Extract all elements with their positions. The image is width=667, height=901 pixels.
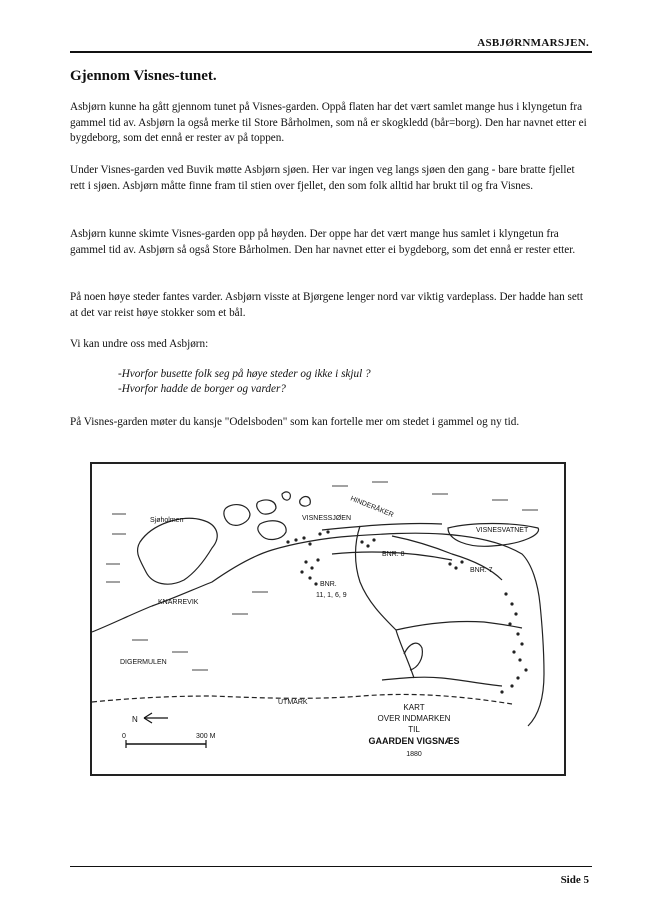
header-rule xyxy=(70,51,592,53)
map-north-label: N xyxy=(132,715,138,724)
north-arrow-icon xyxy=(132,713,168,724)
scale-label-end: 300 M xyxy=(196,733,216,740)
map-figure xyxy=(90,462,566,776)
map-label-utmark: UTMARK xyxy=(278,699,308,706)
map-label-bnr-main: BNR. xyxy=(320,581,337,588)
paragraph-4: På noen høye steder fantes varder. Asbjørn visste at Bjørgene lenger nord var viktig vardeplass. Der hadde han sett at det var reist høye stokker som et bål. xyxy=(70,291,584,319)
map-label-visnessjoen: VISNESSJØEN xyxy=(302,515,352,522)
scale-label-zero: 0 xyxy=(122,733,126,740)
map-caption-year: 1880 xyxy=(406,751,422,758)
paragraph-3: Asbjørn kunne skimte Visnes-garden opp på høyden. Der oppe har det vært mange hus samlet i klyngetun fra gammel tid av. Asbjørn så også Store Bårholmen. Den har navnet etter ei bygdeborg, som det ennå er rester etter. xyxy=(70,228,576,256)
section-title: Gjennom Visnes-tunet. xyxy=(70,68,217,84)
map-label-bnr-main-numbers: 11, 1, 6, 9 xyxy=(316,592,347,599)
map-caption-line3: TIL xyxy=(408,725,420,734)
paragraph-6: På Visnes-garden møter du kansje "Odelsboden" som kan fortelle mer om stedet i gammel og ny tid. xyxy=(70,416,520,428)
map-label-visnesvatnet: VISNESVATNET xyxy=(476,527,529,534)
footer-rule xyxy=(70,866,592,867)
map-caption-line2: OVER INDMARKEN xyxy=(377,714,451,723)
map-label-digermulen: DIGERMULEN xyxy=(120,659,167,666)
map-label-hinderaker: HINDERÅKER xyxy=(349,495,395,520)
scale-bar xyxy=(122,733,216,748)
paragraph-5: Vi kan undre oss med Asbjørn: xyxy=(70,338,209,350)
page-number: Side 5 xyxy=(560,874,589,886)
paragraph-2: Under Visnes-garden ved Buvik møtte Asbjørn sjøen. Her var ingen veg langs sjøen den gang - bare bratte fjellet rett i sjøen. Asbjørn måtte finne fram til stien over fjellet, den som folk alltid har brukt til og fra Visnes. xyxy=(70,164,575,192)
map-label-knarrevik: KNARREVIK xyxy=(158,599,199,606)
map-label-bnr8: BNR. 8 xyxy=(382,551,405,558)
paragraph-1: Asbjørn kunne ha gått gjennom tunet på Visnes-garden. Oppå flaten har det vært samlet mange hus i klyngetun fra gammel tid av. Asbjørn la også merke til Store Bårholmen, som nå er skogkledd (bår=borg). Den har navnet etter ei bygdeborg, som det ennå er rester av på toppen. xyxy=(70,101,587,145)
map-label-bnr7: BNR. 7 xyxy=(470,567,493,574)
header-title: ASBJØRNMARSJEN. xyxy=(477,37,589,49)
map-caption-line1: KART xyxy=(403,703,425,712)
question-1: -Hvorfor busette folk seg på høye steder og ikke i skjul ? xyxy=(118,368,371,380)
question-2: -Hvorfor hadde de borger og varder? xyxy=(118,383,286,395)
map-label-sjoholmen: Sjøholmen xyxy=(150,517,184,524)
map-caption-line4: GAARDEN VIGSNÆS xyxy=(368,736,460,746)
